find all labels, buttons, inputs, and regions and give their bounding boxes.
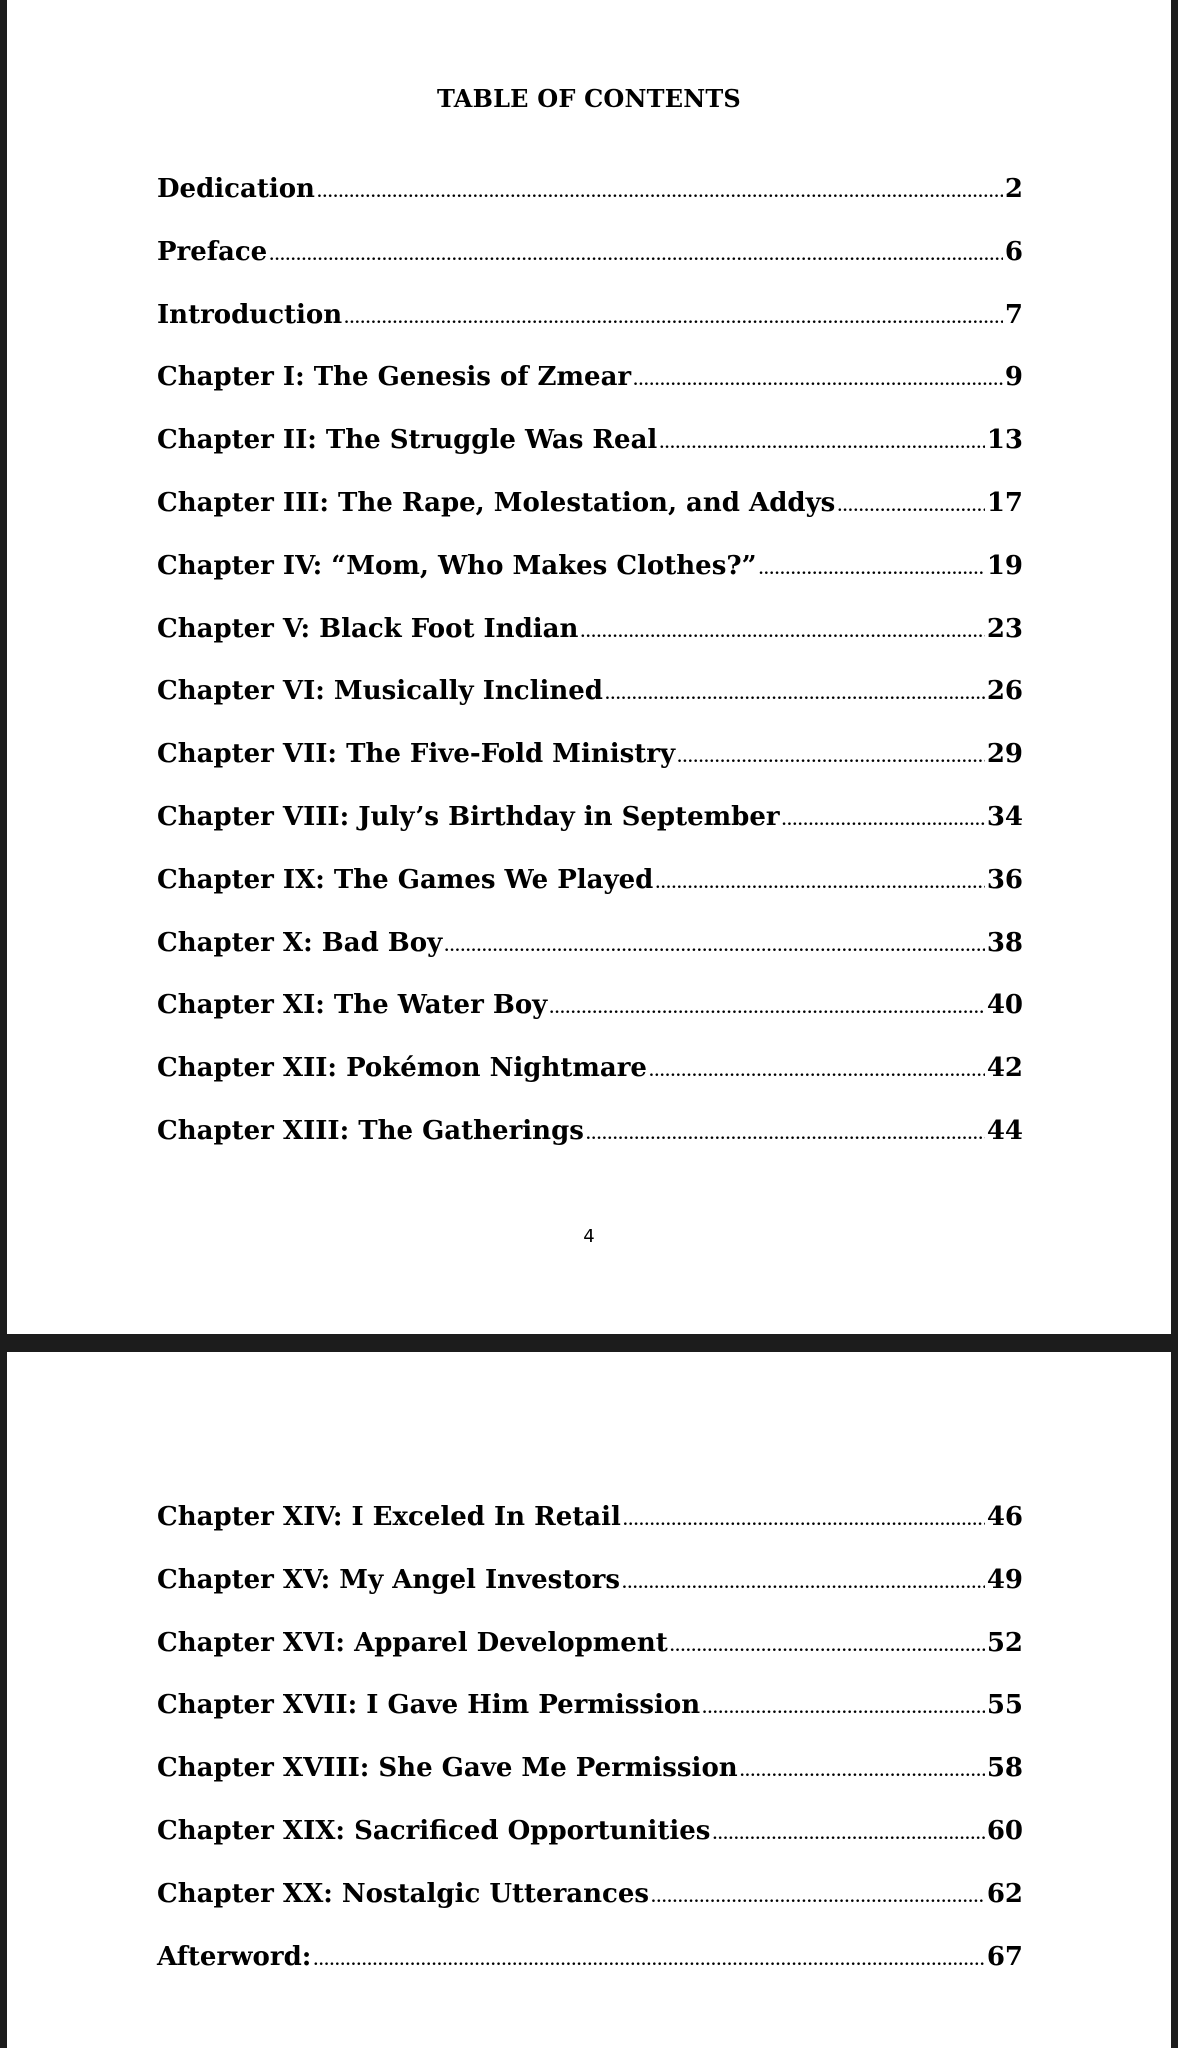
page-number: 4 <box>583 1226 595 1247</box>
toc-entry-chapter-17 <box>157 1690 1023 1753</box>
toc-entry-label: Chapter XI: The Water Boy <box>157 990 548 1021</box>
toc-entry-page: 19 <box>986 550 1023 581</box>
toc-entry-label: Chapter VI: Musically Inclined <box>157 676 603 707</box>
dot-leader <box>837 499 985 515</box>
toc-entry-page: 2 <box>1004 174 1023 204</box>
toc-entry-label: Chapter IX: The Games We Played <box>157 864 654 895</box>
toc-entry-label: Chapter XVI: Apparel Development <box>157 1627 668 1658</box>
toc-entry-page: 67 <box>986 1941 1023 1972</box>
toc-entry-chapter-4 <box>157 551 1023 614</box>
toc-entry-label: Preface <box>157 236 268 267</box>
dot-leader <box>269 248 1003 264</box>
toc-entry-dedication <box>157 174 1023 237</box>
toc-entry-page: 40 <box>986 990 1023 1021</box>
dot-leader <box>649 1064 985 1080</box>
toc-title: TABLE OF CONTENTS <box>437 84 741 113</box>
dot-leader <box>605 687 985 703</box>
toc-entry-page: 17 <box>986 487 1023 518</box>
toc-entry-label: Chapter II: The Struggle Was Real <box>157 425 658 456</box>
toc-entry-label: Dedication <box>157 174 315 204</box>
toc-entry-label: Chapter XVII: I Gave Him Permission <box>157 1690 701 1721</box>
dot-leader <box>740 1764 985 1780</box>
toc-entry-label: Chapter XVIII: She Gave Me Permission <box>157 1753 738 1784</box>
dot-leader <box>677 750 985 766</box>
toc-entry-chapter-18 <box>157 1753 1023 1816</box>
toc-entry-label: Chapter X: Bad Boy <box>157 927 443 958</box>
toc-entry-page: 42 <box>986 1053 1023 1084</box>
toc-entry-chapter-7 <box>157 739 1023 802</box>
toc-entry-introduction <box>157 300 1023 363</box>
dot-leader <box>344 311 1003 327</box>
toc-entry-label: Chapter XV: My Angel Investors <box>157 1564 621 1595</box>
toc-entry-label: Chapter XIX: Sacrificed Opportunities <box>157 1815 711 1846</box>
toc-entry-page: 9 <box>1004 362 1023 393</box>
toc-entry-page: 44 <box>986 1115 1023 1146</box>
document-page-1 <box>7 0 1171 1334</box>
toc-entry-chapter-5 <box>157 614 1023 677</box>
toc-entry-chapter-11 <box>157 990 1023 1053</box>
toc-entry-page: 55 <box>986 1690 1023 1721</box>
dot-leader <box>623 1513 985 1529</box>
toc-entry-page: 13 <box>986 425 1023 456</box>
document-page-2 <box>7 1352 1171 2048</box>
toc-entry-chapter-12 <box>157 1053 1023 1116</box>
toc-entry-chapter-8 <box>157 802 1023 865</box>
toc-entry-page: 7 <box>1004 299 1023 330</box>
toc-entry-label: Chapter V: Black Foot Indian <box>157 613 579 644</box>
toc-entry-afterword <box>157 1942 1023 2005</box>
dot-leader <box>702 1701 985 1717</box>
toc-entry-chapter-14 <box>157 1502 1023 1565</box>
toc-entry-page: 46 <box>986 1502 1023 1532</box>
dot-leader <box>313 1953 984 1969</box>
toc-entry-page: 52 <box>986 1627 1023 1658</box>
toc-entry-page: 62 <box>986 1878 1023 1909</box>
toc-entry-label: Chapter XIV: I Exceled In Retail <box>157 1502 621 1532</box>
toc-entry-label: Chapter XII: Pokémon Nightmare <box>157 1053 647 1084</box>
dot-leader <box>580 625 984 641</box>
toc-entry-chapter-6 <box>157 676 1023 739</box>
toc-entry-page: 34 <box>986 801 1023 832</box>
toc-entry-chapter-3 <box>157 488 1023 551</box>
toc-entry-label: Chapter IV: “Mom, Who Makes Clothes?” <box>157 550 757 581</box>
toc-entry-chapter-19 <box>157 1816 1023 1879</box>
toc-entry-label: Chapter VII: The Five-Fold Ministry <box>157 739 676 770</box>
toc-entry-preface <box>157 237 1023 300</box>
toc-entry-page: 29 <box>986 739 1023 770</box>
toc-entry-page: 26 <box>986 676 1023 707</box>
toc-entry-page: 38 <box>986 927 1023 958</box>
dot-leader <box>670 1639 985 1655</box>
toc-entry-label: Chapter III: The Rape, Molestation, and Addys <box>157 487 836 518</box>
toc-entry-label: Introduction <box>157 299 343 330</box>
dot-leader <box>655 876 984 892</box>
dot-leader <box>549 1001 985 1017</box>
toc-entry-chapter-13 <box>157 1116 1023 1179</box>
toc-entry-chapter-20 <box>157 1879 1023 1942</box>
toc-entry-chapter-15 <box>157 1565 1023 1628</box>
toc-list-page-2 <box>157 1502 1023 2004</box>
dot-leader <box>759 562 985 578</box>
toc-entry-page: 58 <box>986 1753 1023 1784</box>
dot-leader <box>782 813 985 829</box>
toc-entry-page: 6 <box>1004 236 1023 267</box>
dot-leader <box>633 373 1003 389</box>
toc-entry-page: 60 <box>986 1815 1023 1846</box>
toc-entry-chapter-1 <box>157 362 1023 425</box>
toc-entry-label: Chapter I: The Genesis of Zmear <box>157 362 632 393</box>
toc-entry-label: Afterword: <box>157 1941 312 1972</box>
dot-leader <box>651 1890 985 1906</box>
toc-entry-chapter-10 <box>157 928 1023 991</box>
dot-leader <box>586 1127 985 1143</box>
toc-entry-chapter-9 <box>157 865 1023 928</box>
toc-list-page-1 <box>157 174 1023 1179</box>
toc-entry-page: 23 <box>986 613 1023 644</box>
toc-entry-page: 49 <box>986 1564 1023 1595</box>
toc-entry-chapter-16 <box>157 1628 1023 1691</box>
toc-entry-page: 36 <box>986 864 1023 895</box>
toc-entry-label: Chapter XX: Nostalgic Utterances <box>157 1878 650 1909</box>
dot-leader <box>659 436 985 452</box>
dot-leader <box>444 939 985 955</box>
toc-entry-chapter-2 <box>157 425 1023 488</box>
dot-leader <box>622 1576 985 1592</box>
toc-entry-label: Chapter XIII: The Gatherings <box>157 1115 584 1146</box>
dot-leader <box>317 185 1003 201</box>
toc-entry-label: Chapter VIII: July’s Birthday in September <box>157 801 780 832</box>
dot-leader <box>712 1827 984 1843</box>
